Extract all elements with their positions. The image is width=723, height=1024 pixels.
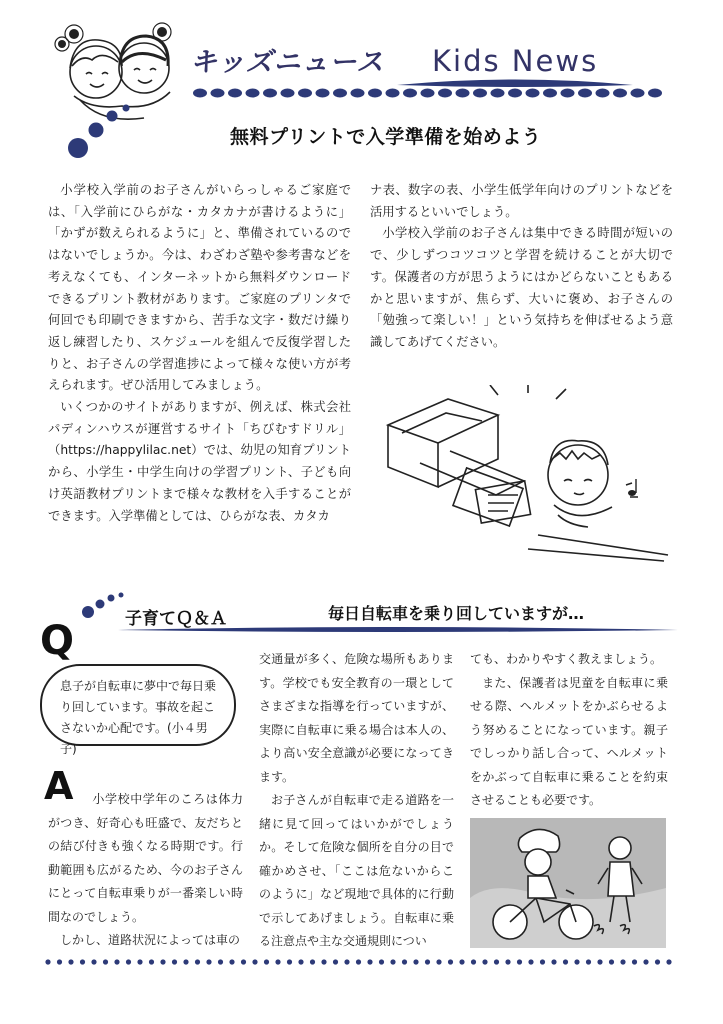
divider-dot: [172, 959, 177, 964]
divider-dot: [103, 959, 108, 964]
divider-dot: [402, 959, 407, 964]
answer-column-1: [48, 788, 243, 953]
qa-decorative-dots: [80, 592, 126, 620]
divider-dot: [471, 959, 476, 964]
divider-dot: [561, 89, 575, 98]
divider-dot: [631, 89, 645, 98]
divider-dot: [586, 959, 591, 964]
divider-dot: [228, 89, 242, 98]
divider-dot: [183, 959, 188, 964]
article-headline: 無料プリントで入学準備を始めよう: [230, 126, 542, 148]
divider-dot: [666, 959, 671, 964]
divider-dot: [390, 959, 395, 964]
divider-dot: [298, 89, 312, 98]
divider-dot: [126, 959, 131, 964]
bicycle-illustration: [470, 818, 666, 948]
divider-dot: [68, 959, 73, 964]
divider-dot: [551, 959, 556, 964]
question-mark-letter: Q: [40, 618, 75, 664]
divider-dot: [528, 959, 533, 964]
divider-dot: [543, 89, 557, 98]
answer-paragraph: お子さんが自転車で走る道路を一緒に見て回ってはいかがでしょうか。そして危険な個所を自分の目で確かめさせ、「ここは危ないからこのように」など現地で具体的に行動で示してあげましょう。自転車に乗る注意点や主な交通規則につい: [259, 793, 454, 948]
divider-dot: [596, 89, 610, 98]
divider-dot: [275, 959, 280, 964]
divider-dot: [648, 89, 662, 98]
divider-dot: [609, 959, 614, 964]
divider-dot: [436, 959, 441, 964]
divider-dot: [473, 89, 487, 98]
answer-letter: A: [44, 764, 74, 808]
divider-dot: [505, 959, 510, 964]
divider-dot: [613, 89, 627, 98]
divider-dot: [264, 959, 269, 964]
divider-dot: [160, 959, 165, 964]
qa-header-underline: [118, 625, 678, 635]
answer-paragraph: しかし、道路状況によっては車の: [60, 933, 241, 947]
divider-dot: [578, 89, 592, 98]
divider-dot: [494, 959, 499, 964]
divider-dot: [351, 89, 365, 98]
qa-section-title: 子育てＱ＆Ａ: [125, 609, 227, 629]
article-paragraph: 小学校入学前のお子さんは集中できる時間が短いので、少しずつコツコツと学習を続けることが大切です。保護者の方が思うようにはかどらないこともあるかと思いますが、焦らず、大いに褒め、お子さんの「勉強って楽しい！」という気持ちを伸ばせるよう意識してあげてください。: [370, 226, 673, 349]
article-column-1: [48, 180, 351, 527]
divider-dot: [456, 89, 470, 98]
divider-dot: [367, 959, 372, 964]
divider-dot: [193, 89, 207, 98]
divider-dot: [263, 89, 277, 98]
divider-dot: [252, 959, 257, 964]
answer-column-2: [259, 648, 454, 954]
divider-dot: [333, 959, 338, 964]
divider-dot: [114, 959, 119, 964]
header-dot-divider: [192, 88, 662, 98]
divider-dot: [386, 89, 400, 98]
divider-dot: [91, 959, 96, 964]
divider-dot: [298, 959, 303, 964]
divider-dot: [425, 959, 430, 964]
divider-dot: [287, 959, 292, 964]
article-column-2: [370, 180, 673, 354]
divider-dot: [632, 959, 637, 964]
answer-paragraph: 交通量が多く、危険な場所もあります。学校でも安全教育の一環としてさまざまな指導を行っていますが、実際に自転車に乗る場合は本人の、より高い安全意識が必要になってきます。: [259, 652, 454, 784]
divider-dot: [211, 89, 225, 98]
article-paragraph: ナ表、数字の表、小学生低学年向けのプリントなどを活用するといいでしょう。: [370, 183, 673, 219]
divider-dot: [459, 959, 464, 964]
page-title-en: Kids News: [432, 44, 599, 78]
divider-dot: [57, 959, 62, 964]
divider-dot: [438, 89, 452, 98]
divider-dot: [574, 959, 579, 964]
divider-dot: [620, 959, 625, 964]
divider-dot: [508, 89, 522, 98]
article-paragraph: いくつかのサイトがありますが、例えば、株式会社パディンハウスが運営するサイト「ちびむすドリル」（https://happylilac.net）では、幼児の知育プリントから、小学生・中学生向けの学習プリント、子ども向け英語教材プリントまで様々な教材を入手することができます。入学準備としては、ひらがな表、カタカ: [48, 400, 351, 523]
divider-dot: [368, 89, 382, 98]
divider-dot: [218, 959, 223, 964]
question-bubble: [40, 664, 236, 756]
answer-paragraph: また、保護者は児童を自転車に乗せる際、ヘルメットをかぶらせるよう努めることになっています。親子でしっかり話し合って、ヘルメットをかぶって自転車に乗ることを約束させることも必要です。: [470, 675, 668, 807]
divider-dot: [526, 89, 540, 98]
qa-headline: 毎日自転車を乗り回していますが…: [328, 604, 585, 623]
printer-child-illustration: [378, 385, 678, 565]
divider-dot: [281, 89, 295, 98]
divider-dot: [448, 959, 453, 964]
divider-dot: [413, 959, 418, 964]
divider-dot: [137, 959, 142, 964]
divider-dot: [540, 959, 545, 964]
answer-paragraph: ても、わかりやすく教えましょう。: [470, 652, 663, 666]
divider-dot: [45, 959, 50, 964]
divider-dot: [482, 959, 487, 964]
page-title-jp: キッズニュース: [190, 47, 385, 78]
divider-dot: [246, 89, 260, 98]
divider-dot: [80, 959, 85, 964]
divider-dot: [321, 959, 326, 964]
divider-dot: [310, 959, 315, 964]
divider-dot: [491, 89, 505, 98]
divider-dot: [421, 89, 435, 98]
divider-dot: [563, 959, 568, 964]
question-text: 息子が自転車に夢中で毎日乗り回しています。事故を起こさないか心配です。(小４男子): [60, 679, 217, 756]
divider-dot: [643, 959, 648, 964]
divider-dot: [241, 959, 246, 964]
divider-dot: [356, 959, 361, 964]
divider-dot: [597, 959, 602, 964]
decorative-dots: [66, 104, 136, 160]
divider-dot: [517, 959, 522, 964]
answer-paragraph: 小学校中学年のころは体力がつき、好奇心も旺盛で、友だちとの結び付きも強くなる時期です。行動範囲も広がるため、今のお子さんにとって自転車乗りが一番楽しい時間なのでしょう。: [48, 792, 243, 924]
divider-dot: [195, 959, 200, 964]
divider-dot: [316, 89, 330, 98]
divider-dot: [379, 959, 384, 964]
divider-dot: [655, 959, 660, 964]
footer-dot-divider: [44, 957, 674, 967]
divider-dot: [403, 89, 417, 98]
divider-dot: [206, 959, 211, 964]
answer-column-3: [470, 648, 668, 813]
divider-dot: [333, 89, 347, 98]
divider-dot: [229, 959, 234, 964]
divider-dot: [344, 959, 349, 964]
article-paragraph: 小学校入学前のお子さんがいらっしゃるご家庭では、「入学前にひらがな・カタカナが書けるように」「かずが数えられるように」と、準備されているのではないでしょうか。今は、わざわざ塾や参考書などを考えなくても、インターネットから無料ダウンロードできるプリント教材があります。ご家庭のプリンタで何回でも印刷できますから、苦手な文字・数だけ繰り返し練習したり、スケジュールを組んで反復学習したりと、お子さんの学習進捗によって様々な使い方が考えられます。ぜひ活用してみましょう。: [48, 183, 351, 393]
divider-dot: [149, 959, 154, 964]
